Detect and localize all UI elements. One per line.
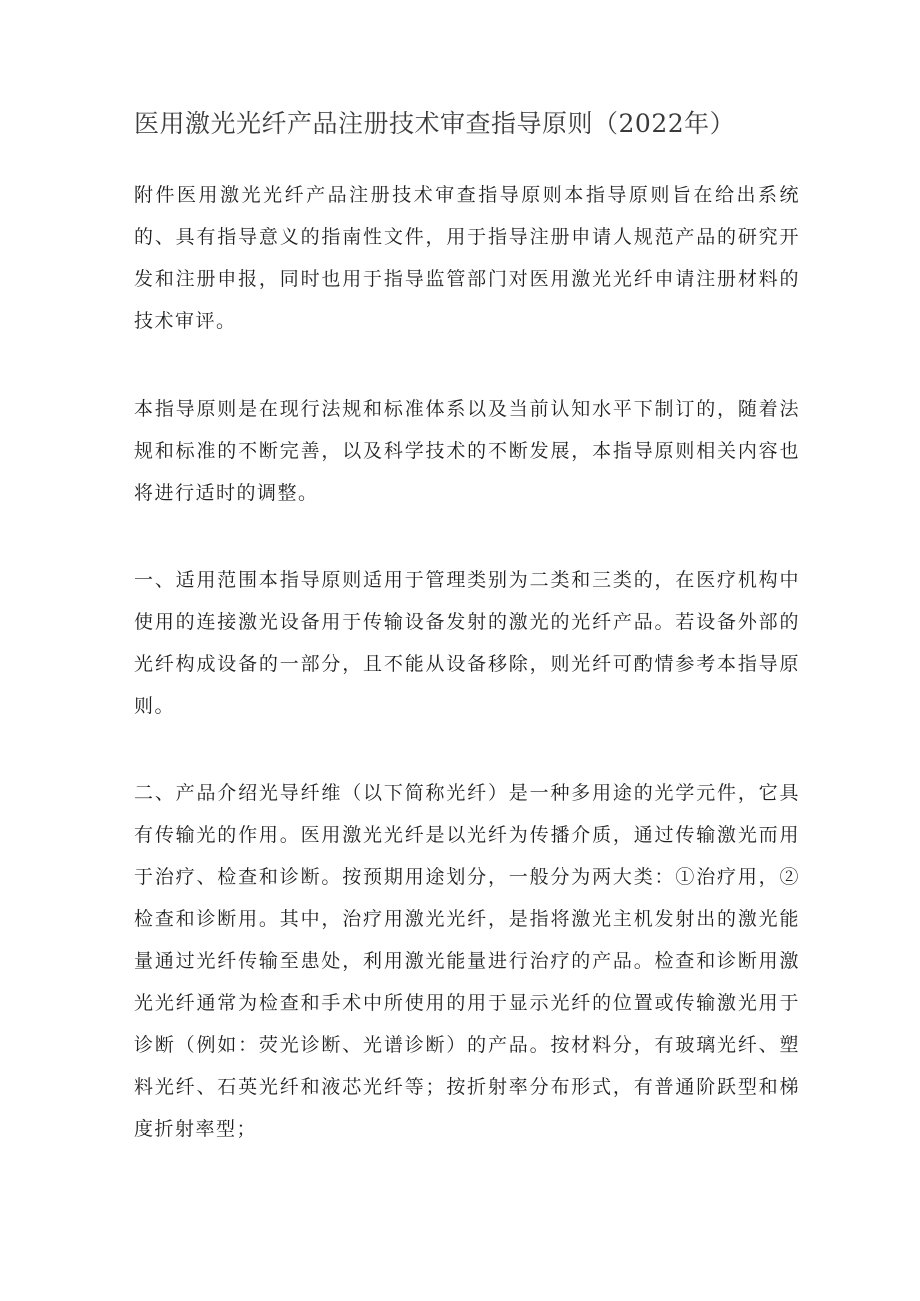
paragraph-revision-note: 本指导原则是在现行法规和标准体系以及当前认知水平下制订的，随着法规和标准的不断完善，以及科学技术的不断发展，本指导原则相关内容也将进行适时的调整。 — [134, 398, 800, 504]
paragraph-product-intro: 二、产品介绍光导纤维（以下简称光纤）是一种多用途的光学元件，它具有传输光的作用。医用激光光纤是以光纤为传播介质，通过传输激光而用于治疗、检查和诊断。按预期用途划分，一般分为两大类：①治疗用，②检查和诊断用。其中，治疗用激光光纤，是指将激光主机发射出的激光能量通过光纤传输至患处，利用激光能量进行治疗的产品。检查和诊断用激光光纤通常为检查和手术中所使用的用于显示光纤的位置或传输激光用于诊断（例如：荧光诊断、光谱诊断）的产品。按材料分，有玻璃光纤、塑料光纤、石英光纤和液芯光纤等；按折射率分布形式，有普通阶跃型和梯度折射率型； — [134, 782, 800, 1140]
paragraph-scope: 一、适用范围本指导原则适用于管理类别为二类和三类的，在医疗机构中使用的连接激光设备用于传输设备发射的激光的光纤产品。若设备外部的光纤构成设备的一部分，且不能从设备移除，则光纤可酌情参考本指导原则。 — [134, 569, 800, 717]
document-title: 医用激光光纤产品注册技术审查指导原则（2022年） — [134, 109, 736, 138]
paragraph-purpose: 附件医用激光光纤产品注册技术审查指导原则本指导原则旨在给出系统的、具有指导意义的指南性文件，用于指导注册申请人规范产品的研究开发和注册申报，同时也用于指导监管部门对医用激光光纤申请注册材料的技术审评。 — [134, 184, 800, 332]
